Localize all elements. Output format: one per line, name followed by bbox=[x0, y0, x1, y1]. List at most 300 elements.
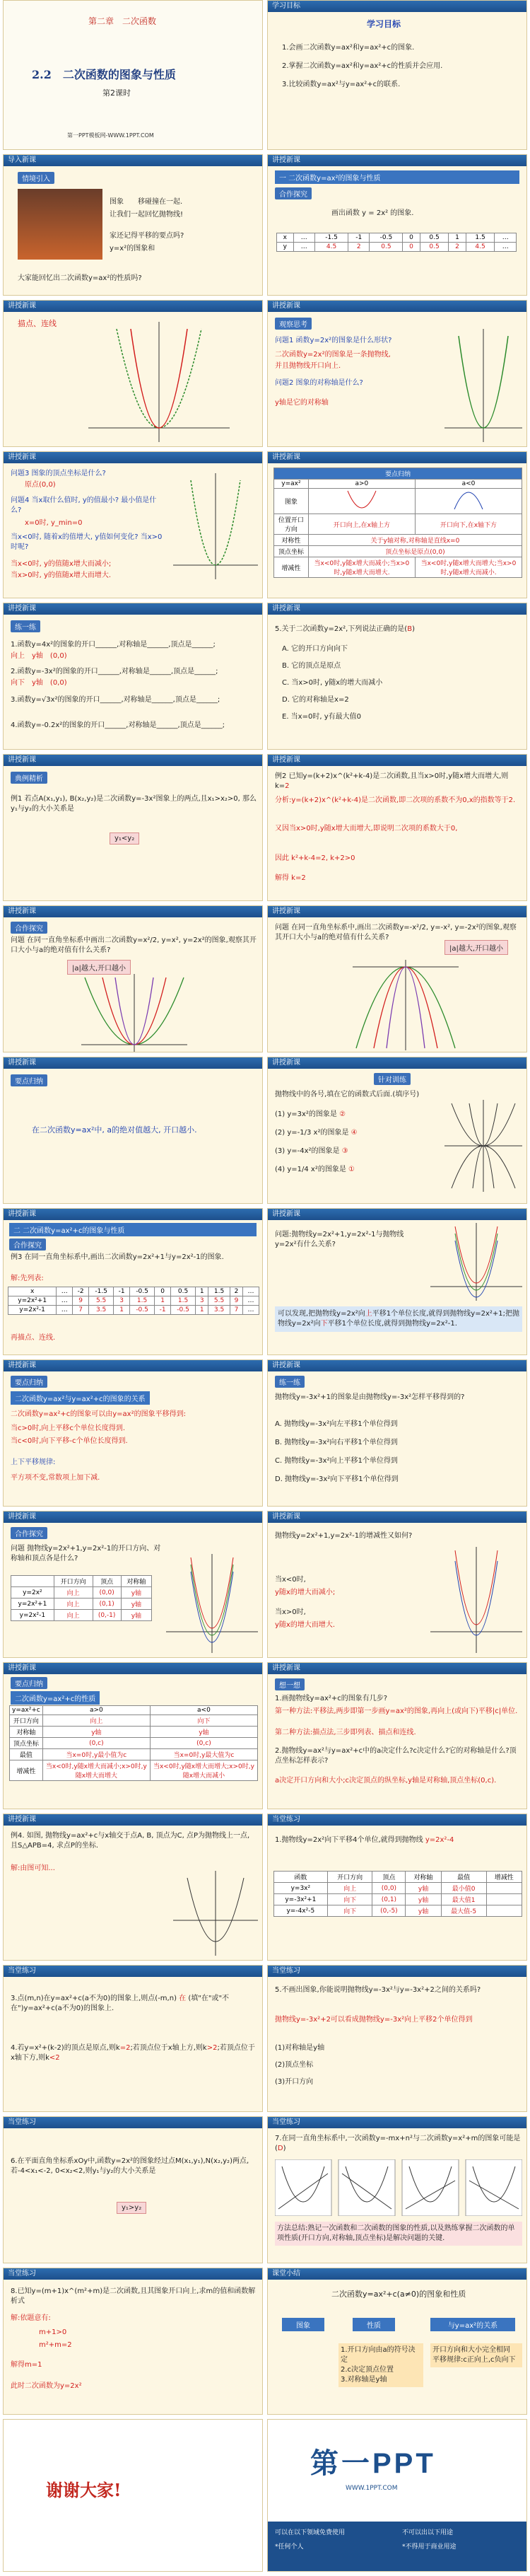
intro-line-2: 移碰撞在一起. bbox=[138, 198, 183, 206]
table-cell: 当x<0时,y随x增大而减小;当x>0时,y随x增大而增大. bbox=[308, 557, 415, 578]
slide-vertex[interactable] bbox=[3, 451, 263, 598]
shift-plot bbox=[430, 1223, 522, 1301]
solution-system: 因此 k²+k-4=2, k+2>0 bbox=[275, 854, 355, 862]
table-cell: 最小值0 bbox=[441, 1883, 486, 1894]
up-parabola-icon bbox=[341, 489, 383, 511]
chapter-label: 第二章 二次函数 bbox=[88, 16, 157, 26]
slide-think[interactable] bbox=[267, 1662, 527, 1809]
table-cell: 对称轴 bbox=[406, 1872, 441, 1883]
example-answer: y₁<y₂ bbox=[110, 832, 139, 845]
table-cell: -1 bbox=[114, 1287, 130, 1296]
think-answer-3: a决定开口方向和大小;c决定顶点的纵坐标,y轴是对称轴,顶点坐标(0,c). bbox=[275, 1777, 497, 1785]
summary-property: 性质 bbox=[353, 2318, 395, 2331]
vertex-table bbox=[11, 1575, 152, 1621]
table-cell: 向上 bbox=[54, 1599, 93, 1610]
explore-tag: 合作探究 bbox=[11, 922, 47, 934]
training-item-1 bbox=[275, 1110, 346, 1120]
table-cell: y轴 bbox=[406, 1905, 441, 1917]
table-cell: 0 bbox=[155, 1287, 171, 1296]
slide-bar: 当堂练习 bbox=[268, 2117, 526, 2128]
row-9 bbox=[0, 1208, 530, 1355]
intro-tag: 情境引入 bbox=[18, 172, 54, 184]
slide-bar: 讲授新课 bbox=[268, 906, 526, 917]
monotonic-a4: y随x的增大而增大. bbox=[275, 1621, 336, 1629]
table-cell: 增减性 bbox=[486, 1872, 522, 1883]
summary-detail: 平移规律:c正向上,c负向下 bbox=[432, 2356, 516, 2364]
think-question-2: 2.抛物线y=ax²与y=ax²+c中的a决定什么?c决定什么?它的对称轴是什么?顶点坐标怎样表示? bbox=[275, 1747, 517, 1765]
row-16 bbox=[0, 2268, 530, 2415]
table-cell: 1.5 bbox=[466, 233, 495, 243]
question-3: 问题3 图象的顶点坐标是什么? bbox=[11, 470, 106, 477]
table-cell: y bbox=[277, 243, 294, 252]
option-c-graph[interactable] bbox=[402, 2159, 459, 2216]
footer-left-item: *任何个人 bbox=[275, 2543, 304, 2551]
rule-title: 二次函数y=ax²与y=ax²+c的图象的关系 bbox=[11, 1391, 150, 1405]
table-cell: y=2x²+1 bbox=[8, 1296, 57, 1306]
solution-start: 解:先列表: bbox=[11, 1275, 44, 1282]
table-header: 要点归纳 bbox=[274, 468, 522, 480]
table-cell: a<0 bbox=[415, 480, 522, 489]
table-cell: (0,-5) bbox=[372, 1905, 406, 1917]
option-c: C. 抛物线y=-3x²向上平移1个单位得到 bbox=[275, 1457, 398, 1465]
table-cell: (0,1) bbox=[372, 1894, 406, 1905]
table-cell: -0.5 bbox=[130, 1306, 155, 1315]
exercise-8-step-1: 解:依题意有: bbox=[11, 2314, 51, 2322]
table-cell: y=-4x²-5 bbox=[274, 1905, 328, 1917]
question-5: 当x<0时, 随着x的值增大, y值如何变化? 当x>0时呢? bbox=[11, 533, 163, 551]
width-plot bbox=[81, 974, 187, 1052]
table-cell: … bbox=[243, 1287, 259, 1296]
question-text: 例2 已知y=(k+2)x^(k²+k-4)是二次函数,且当x>0时,y随x增大而增大,则k= bbox=[275, 772, 509, 790]
monotonic-a3: 当x>0时, bbox=[275, 1608, 306, 1616]
answer: 向上 bbox=[11, 652, 25, 660]
slide-bar: 讲授新课 bbox=[268, 301, 526, 312]
goal-2: 2.掌握二次函数y=ax²和y=ax²+c的性质并会应用. bbox=[282, 62, 443, 70]
slide-shift-rule[interactable] bbox=[3, 1359, 263, 1507]
question-text: ;若顶点位于x轴上方,则k bbox=[130, 2044, 207, 2052]
rule-3: 当c<0时,向下平移-c个单位长度得到. bbox=[11, 1437, 128, 1445]
slide-example-2[interactable] bbox=[267, 754, 527, 901]
table-cell: 向上 bbox=[42, 1715, 150, 1727]
option-d-graph[interactable] bbox=[466, 2159, 522, 2216]
answer-2: y轴是它的对称轴 bbox=[275, 399, 329, 407]
table-cell: 3 bbox=[196, 1296, 208, 1306]
answer-1b: 并且抛物线开口向上. bbox=[275, 362, 341, 370]
option-a: A. 抛物线y=-3x²向左平移1个单位得到 bbox=[275, 1420, 398, 1428]
parabola-plot bbox=[88, 322, 230, 442]
summary-graph: 图象 bbox=[282, 2318, 324, 2331]
slide-explore-width[interactable] bbox=[3, 905, 263, 1052]
question-text: 7.在同一直角坐标系中,一次函数y=-mx+n²与二次函数y=x²+m的图象可能是( bbox=[275, 2135, 521, 2152]
row-1 bbox=[0, 0, 530, 150]
solution-result: 解得 k=2 bbox=[275, 874, 306, 882]
table-cell: (0,c) bbox=[42, 1738, 150, 1749]
analysis-2: 又因当x>0时,y随x增大而增大,即说明二次项的系数大于0, bbox=[275, 825, 458, 832]
slide-ax2c-properties[interactable] bbox=[3, 1662, 263, 1809]
exercise-8-step-5: 此时二次函数为y=2x² bbox=[11, 2382, 82, 2390]
training-item-3 bbox=[275, 1147, 348, 1156]
table-cell: 开口方向 bbox=[54, 1576, 93, 1587]
keypoint-text: 在二次函数y=ax²中, a的绝对值越大, 开口越小. bbox=[32, 1125, 197, 1135]
table-cell: 开口向上,在x轴上方 bbox=[308, 514, 415, 535]
explore-answer: |a|越大,开口越小 bbox=[444, 940, 508, 955]
answer-text: 可以发现,把抛物线y=2x²向 bbox=[278, 1310, 365, 1318]
question-text: ;若顶点位于x轴下方,则k bbox=[11, 2044, 255, 2062]
summary-relation-list bbox=[430, 2343, 522, 2367]
table-cell: -1 bbox=[348, 233, 370, 243]
table-cell: 3.5 bbox=[89, 1306, 114, 1315]
think-answer-1: 第一种方法:平移法,两步即第一步画y=ax²的图象,再向上(或向下)平移|c|单位. bbox=[275, 1707, 518, 1715]
item-answer: ① bbox=[348, 1166, 355, 1173]
option-e: E. 当x=0时, y有最大值0 bbox=[282, 713, 361, 721]
row-15 bbox=[0, 2116, 530, 2263]
table-cell bbox=[308, 489, 415, 514]
table-cell: 向上 bbox=[327, 1883, 372, 1894]
slide-bar: 讲授新课 bbox=[268, 1057, 526, 1069]
slide-exercise-5[interactable] bbox=[267, 1965, 527, 2112]
table-cell: 最大值1 bbox=[441, 1894, 486, 1905]
exercise-3-text bbox=[11, 1994, 258, 2014]
table-cell: 向上 bbox=[54, 1610, 93, 1621]
table-cell: -1 bbox=[155, 1306, 171, 1315]
slide-shift-relation[interactable] bbox=[267, 1208, 527, 1355]
table-cell: … bbox=[243, 1306, 259, 1315]
footer-left-title: 可以在以下领域免费使用 bbox=[275, 2529, 346, 2536]
table-cell: … bbox=[293, 233, 315, 243]
slide-bar: 当堂练习 bbox=[4, 2268, 262, 2280]
brand-logo: 第一PPT bbox=[310, 2448, 436, 2479]
goal-1: 1.会画二次函数y=ax²和y=ax²+c的图象. bbox=[282, 44, 415, 52]
table-cell: 7 bbox=[230, 1306, 242, 1315]
exercise-5-part-1: (1)对称轴是y轴 bbox=[275, 2044, 325, 2052]
slide-practice-1[interactable] bbox=[3, 603, 263, 750]
row-7 bbox=[0, 905, 530, 1052]
row-3 bbox=[0, 300, 530, 447]
table-cell: y轴 bbox=[406, 1883, 441, 1894]
slide-bar: 讲授新课 bbox=[4, 301, 262, 312]
exercise-question bbox=[275, 1835, 454, 1845]
row-2 bbox=[0, 154, 530, 296]
answer-6: 当x>0时, y的值随x增大而增大. bbox=[11, 572, 112, 579]
vertex-shift-plot bbox=[166, 1554, 258, 1653]
slide-bar: 当堂练习 bbox=[4, 1966, 262, 1977]
example-2-text bbox=[275, 772, 522, 791]
table-cell: 最值 bbox=[441, 1872, 486, 1883]
table-cell: 3.5 bbox=[208, 1306, 230, 1315]
table-cell: 当x=0时,y最大值为c bbox=[150, 1749, 257, 1760]
rule-2: 当c>0时,向上平移c个单位长度得到. bbox=[11, 1425, 126, 1432]
slide-thanks[interactable] bbox=[3, 2419, 263, 2572]
slide-practice-3[interactable] bbox=[267, 1359, 527, 1507]
table-cell: 最值 bbox=[10, 1749, 43, 1760]
item-answer: ② bbox=[339, 1110, 346, 1118]
explore-tag: 合作探究 bbox=[9, 1238, 46, 1251]
slide-practice-2[interactable] bbox=[267, 603, 527, 750]
slide-training[interactable] bbox=[267, 1057, 527, 1204]
option-b-graph[interactable] bbox=[338, 2159, 395, 2216]
slide-bar: 当堂练习 bbox=[268, 1966, 526, 1977]
slide-bar: 讲授新课 bbox=[4, 1360, 262, 1371]
exercise-5-answer: 抛物线y=-3x²+2可以看成抛物线y=-3x²向上平移2个单位得到 bbox=[275, 2016, 473, 2024]
slide-example-4[interactable] bbox=[3, 1814, 263, 1961]
slide-goals[interactable] bbox=[267, 0, 527, 150]
table-cell: 0 bbox=[403, 233, 420, 243]
question-text: 3.点(m,n)在y=ax²+c(a不为0)的图象上,则点(-m,n) bbox=[11, 1995, 177, 2002]
slide-explore-1[interactable] bbox=[267, 154, 527, 296]
item-answer: ④ bbox=[351, 1129, 358, 1137]
table-cell: … bbox=[495, 243, 517, 252]
exercise-5-question: 5.不画出图象,你能说明抛物线y=-3x²与y=-3x²+2之间的关系吗? bbox=[275, 1986, 481, 1994]
brand-footer bbox=[268, 2522, 526, 2571]
summary-detail-list bbox=[338, 2343, 423, 2387]
exercise-7-question: 7.在同一直角坐标系中,一次函数y=-mx+n²与二次函数y=x²+m的图象可能是(D) bbox=[275, 2135, 521, 2152]
explore-question: 问题 在同一直角坐标系中画出二次函数y=x²/2, y=x², y=2x²的图象,观察其开口大小与a的绝对值有什么关系? bbox=[11, 936, 257, 954]
answer-text: 平移1个单位长度,就得到抛物线y=2x²-1. bbox=[327, 1320, 457, 1328]
answer: (0,0) bbox=[49, 679, 67, 687]
question-1: 问题1 函数y=2x²的图象是什么形状? bbox=[275, 337, 392, 344]
slide-brand[interactable] bbox=[267, 2419, 527, 2572]
row-5 bbox=[0, 603, 530, 750]
slide-bar: 讲授新课 bbox=[268, 155, 526, 166]
slide-intro[interactable] bbox=[3, 154, 263, 296]
plot-hint: 描点、连线 bbox=[18, 319, 57, 328]
slide-example-1[interactable] bbox=[3, 754, 263, 901]
slide-bar: 学习目标 bbox=[268, 1, 526, 12]
vertex-plot bbox=[173, 473, 258, 579]
slide-bar: 讲授新课 bbox=[268, 1512, 526, 1523]
table-cell: y=2x² bbox=[11, 1587, 54, 1599]
answer: y轴 bbox=[32, 652, 43, 660]
table-cell: 当x<0时,y随x增大而增大;当x>0时,y随x增大而减小. bbox=[415, 557, 522, 578]
table-cell: … bbox=[57, 1296, 73, 1306]
slide-exercise-8[interactable] bbox=[3, 2268, 263, 2415]
row-17 bbox=[0, 2419, 530, 2572]
table-cell: 开口方向 bbox=[10, 1715, 43, 1727]
mc-question: 5.关于二次函数y=2x²,下列说法正确的是(B) bbox=[275, 625, 415, 633]
intro-question: 大家能回忆出二次函数y=ax²的性质吗? bbox=[18, 274, 142, 282]
question-answer: y=2x²-4 bbox=[425, 1836, 454, 1844]
table-cell: … bbox=[293, 243, 315, 252]
example-tag: 典例精析 bbox=[11, 772, 47, 784]
table-cell: 2 bbox=[230, 1287, 242, 1296]
slide-monotonic[interactable] bbox=[267, 1511, 527, 1658]
table-cell bbox=[486, 1883, 522, 1894]
slide-summary[interactable] bbox=[267, 2268, 527, 2415]
table-cell: 0.5 bbox=[420, 243, 449, 252]
table-cell: 函数 bbox=[274, 1872, 328, 1883]
training-plot bbox=[444, 1100, 522, 1192]
example-3: 例3 在同一直角坐标系中,画出二次函数y=2x²+1与y=2x²-1的图象. bbox=[11, 1253, 224, 1261]
table-cell: 0.5 bbox=[370, 243, 403, 252]
table-cell bbox=[486, 1894, 522, 1905]
table-cell: 开口向下,在x轴下方 bbox=[415, 514, 522, 535]
question-text: 4.若y=x²+(k-2)的顶点是原点,则k bbox=[11, 2044, 120, 2052]
table-cell: 4.5 bbox=[466, 243, 495, 252]
slide-exercise-6[interactable] bbox=[3, 2116, 263, 2263]
summary-detail: 3.对称轴是y轴 bbox=[341, 2376, 387, 2384]
row-14 bbox=[0, 1965, 530, 2112]
table-cell: 1.5 bbox=[130, 1296, 155, 1306]
row-12 bbox=[0, 1662, 530, 1809]
exercise-5-part-3: (3)开口方向 bbox=[275, 2078, 314, 2086]
table-cell: 向下 bbox=[150, 1715, 257, 1727]
table-cell: 0.5 bbox=[171, 1287, 196, 1296]
table-cell: (0,c) bbox=[150, 1738, 257, 1749]
down-parabola-icon bbox=[447, 489, 490, 511]
row-4 bbox=[0, 451, 530, 598]
slide-bar: 当堂练习 bbox=[4, 2117, 262, 2128]
section-heading: 一 二次函数y=ax²的图象与性质 bbox=[275, 170, 519, 184]
slide-observe[interactable] bbox=[267, 300, 527, 447]
slide-plot-2x2[interactable] bbox=[3, 300, 263, 447]
ax2c-properties-table bbox=[9, 1705, 258, 1781]
slide-bar: 讲授新课 bbox=[4, 452, 262, 463]
badminton-photo bbox=[18, 189, 102, 260]
template-credit: 第一PPT模板网-WWW.1PPT.COM bbox=[67, 132, 154, 139]
table-cell: 当x<0时,y随x增大而减小;x>0时,y随x增大而增大 bbox=[42, 1760, 150, 1781]
rule-4: 上下平移规律: bbox=[11, 1458, 56, 1466]
example-4-note: 解:由图可知... bbox=[11, 1864, 55, 1872]
question-answer: D bbox=[277, 2145, 283, 2152]
table-cell: 0.5 bbox=[420, 233, 449, 243]
value-table bbox=[276, 233, 517, 252]
explore-tag: 合作探究 bbox=[275, 187, 312, 199]
table-cell: y=2x²-1 bbox=[8, 1306, 57, 1315]
keypoint-tag: 要点归纳 bbox=[11, 1677, 47, 1689]
slide-bar: 讲授新课 bbox=[4, 1209, 262, 1220]
exercise-1: 1.函数y=4x²的图象的开口______,对称轴是______,顶点是______; bbox=[11, 641, 216, 649]
training-item-4 bbox=[275, 1165, 355, 1175]
question-answer: <2 bbox=[49, 2054, 60, 2062]
table-cell: 开口方向 bbox=[327, 1872, 372, 1883]
table-cell: 顶点坐标是原点(0,0) bbox=[308, 546, 522, 557]
table-cell: … bbox=[57, 1287, 73, 1296]
slide-bar: 讲授新课 bbox=[4, 603, 262, 615]
row-6 bbox=[0, 754, 530, 901]
slide-bar: 导入新课 bbox=[4, 155, 262, 166]
table-cell: 增减性 bbox=[274, 557, 309, 578]
observe-tag: 观察思考 bbox=[275, 318, 312, 330]
ax2c-table bbox=[8, 1287, 259, 1315]
properties-title: 二次函数y=ax²+c的性质 bbox=[11, 1691, 100, 1705]
table-cell: y=3x² bbox=[274, 1883, 328, 1894]
option-b: B. 抛物线y=-3x²向右平移1个单位得到 bbox=[275, 1439, 398, 1446]
answer-5: 当x<0时, y的值随x增大而减小; bbox=[11, 560, 112, 568]
row-8 bbox=[0, 1057, 530, 1204]
keypoint-tag: 要点归纳 bbox=[11, 1376, 47, 1388]
answer-text: 平移1个单位长度,就得到抛物线y=2x²+1;把抛物线y=2x²向 bbox=[278, 1310, 520, 1328]
exercise-4-text bbox=[11, 2043, 258, 2063]
table-cell: y轴 bbox=[121, 1599, 151, 1610]
properties-table bbox=[273, 468, 522, 578]
slide-exercise-2[interactable] bbox=[3, 1965, 263, 2112]
section-heading: 二 二次函数y=ax²+c的图象与性质 bbox=[9, 1223, 257, 1236]
table-cell: x bbox=[277, 233, 294, 243]
think-tag: 想一想 bbox=[275, 1678, 305, 1690]
slide-vertex-table[interactable] bbox=[3, 1511, 263, 1658]
summary-relation: 与y=ax²的关系 bbox=[430, 2318, 515, 2331]
table-cell bbox=[486, 1905, 522, 1917]
table-cell: 对称轴 bbox=[10, 1727, 43, 1738]
think-answer-2: 第二种方法:描点法,三步即列表、描点和连线. bbox=[275, 1729, 416, 1736]
explore-question: 问题 在同一直角坐标系中,画出二次函数y=-x²/2, y=-x², y=-2x²的图象,观察其开口大小与a的绝对值有什么关系? bbox=[275, 924, 517, 941]
example-text: 例1 若点A(x₁,y₁), B(x₂,y₂)是二次函数y=-3x²图象上的两点,且x₁>x₂>0, 那么y₁与y₂的大小关系是 bbox=[11, 795, 257, 813]
monotonic-a1: 当x<0时, bbox=[275, 1576, 306, 1584]
intro-line-3: 让我们一起回忆抛物线! bbox=[110, 211, 184, 219]
table-cell: 当x<0时,y随x增大而增大;x>0时,y随x增大而减小 bbox=[150, 1760, 257, 1781]
table-cell: 增减性 bbox=[10, 1760, 43, 1781]
table-cell: y=-3x²+1 bbox=[274, 1894, 328, 1905]
function-table bbox=[273, 1871, 522, 1917]
table-cell: 1 bbox=[155, 1296, 171, 1306]
table-cell: 4.5 bbox=[315, 243, 348, 252]
table-cell: … bbox=[57, 1306, 73, 1315]
table-cell: a<0 bbox=[150, 1706, 257, 1715]
table-cell: -0.5 bbox=[130, 1287, 155, 1296]
question-answer: 在 bbox=[179, 1995, 187, 2002]
answer: 向下 bbox=[11, 679, 25, 687]
table-cell: y=ax² bbox=[274, 480, 309, 489]
table-cell: 向上 bbox=[54, 1587, 93, 1599]
table-cell: y轴 bbox=[42, 1727, 150, 1738]
footer-right-title: 不可以出以下用途 bbox=[402, 2529, 454, 2536]
table-cell: 5.5 bbox=[89, 1296, 114, 1306]
slide-bar: 讲授新课 bbox=[4, 1057, 262, 1069]
slide-exercise-1[interactable] bbox=[267, 1814, 527, 1961]
intro-line-5: y=x²的图象和 bbox=[110, 245, 155, 253]
table-cell: 当x=0时,y最小值为c bbox=[42, 1749, 150, 1760]
table-cell bbox=[11, 1576, 54, 1587]
slide-bar: 讲授新课 bbox=[268, 1209, 526, 1220]
table-cell: 顶点 bbox=[372, 1872, 406, 1883]
slide-summary-table[interactable] bbox=[267, 451, 527, 598]
exercise-2: 2.函数y=-3x²的图象的开口______,对称轴是______,顶点是______; bbox=[11, 668, 218, 675]
answer-1: 二次函数y=2x²的图象是一条抛物线, bbox=[275, 351, 391, 359]
table-cell: 9 bbox=[230, 1296, 242, 1306]
slide-bar: 讲授新课 bbox=[268, 452, 526, 463]
explore-task: 画出函数 y = 2x² 的图象. bbox=[331, 209, 414, 217]
table-cell: y轴 bbox=[121, 1610, 151, 1621]
question-2: 问题2 图象的对称轴是什么? bbox=[275, 379, 363, 387]
slide-exercise-7[interactable] bbox=[267, 2116, 527, 2263]
slide-cover[interactable] bbox=[3, 0, 263, 150]
rule-1: 二次函数y=ax²+c的图象可以由y=ax²的图象平移得到: bbox=[11, 1410, 186, 1418]
goal-3: 3.比较函数y=ax²与y=ax²+c的联系. bbox=[282, 81, 401, 88]
slide-explore-width-neg[interactable] bbox=[267, 905, 527, 1052]
option-a-graph[interactable] bbox=[275, 2159, 331, 2216]
slide-bar: 当堂练习 bbox=[268, 1814, 526, 1826]
slide-key-point[interactable] bbox=[3, 1057, 263, 1204]
summary-title: 二次函数y=ax²+c(a≠0)的图象和性质 bbox=[331, 2290, 466, 2299]
option-d: D. 抛物线y=-3x²向下平移1个单位得到 bbox=[275, 1475, 399, 1483]
table-cell: 对称轴 bbox=[121, 1576, 151, 1587]
options-plots bbox=[275, 2159, 522, 2216]
think-question-1: 1.画抛物线y=ax²+c的图象有几步? bbox=[275, 1695, 388, 1702]
mc-answer: B bbox=[407, 625, 413, 633]
question-text: (填"在"或"不在")y=ax²+c(a不为0)的图象上. bbox=[11, 1995, 230, 2012]
practice-tag: 练一练 bbox=[11, 620, 40, 632]
intro-line-1: 图象 bbox=[110, 198, 124, 206]
practice-question: 抛物线y=-3x²+1的图象是由抛物线y=-3x²怎样平移得到的? bbox=[275, 1393, 465, 1401]
table-cell: -1.5 bbox=[89, 1287, 114, 1296]
slide-bar: 课堂小结 bbox=[268, 2268, 526, 2280]
table-cell: 位置开口方向 bbox=[274, 514, 309, 535]
practice-tag: 练一练 bbox=[275, 1376, 305, 1388]
table-cell bbox=[415, 489, 522, 514]
slide-ax2c-table[interactable] bbox=[3, 1208, 263, 1355]
slide-bar: 讲授新课 bbox=[268, 755, 526, 766]
slide-bar: 讲授新课 bbox=[4, 906, 262, 917]
